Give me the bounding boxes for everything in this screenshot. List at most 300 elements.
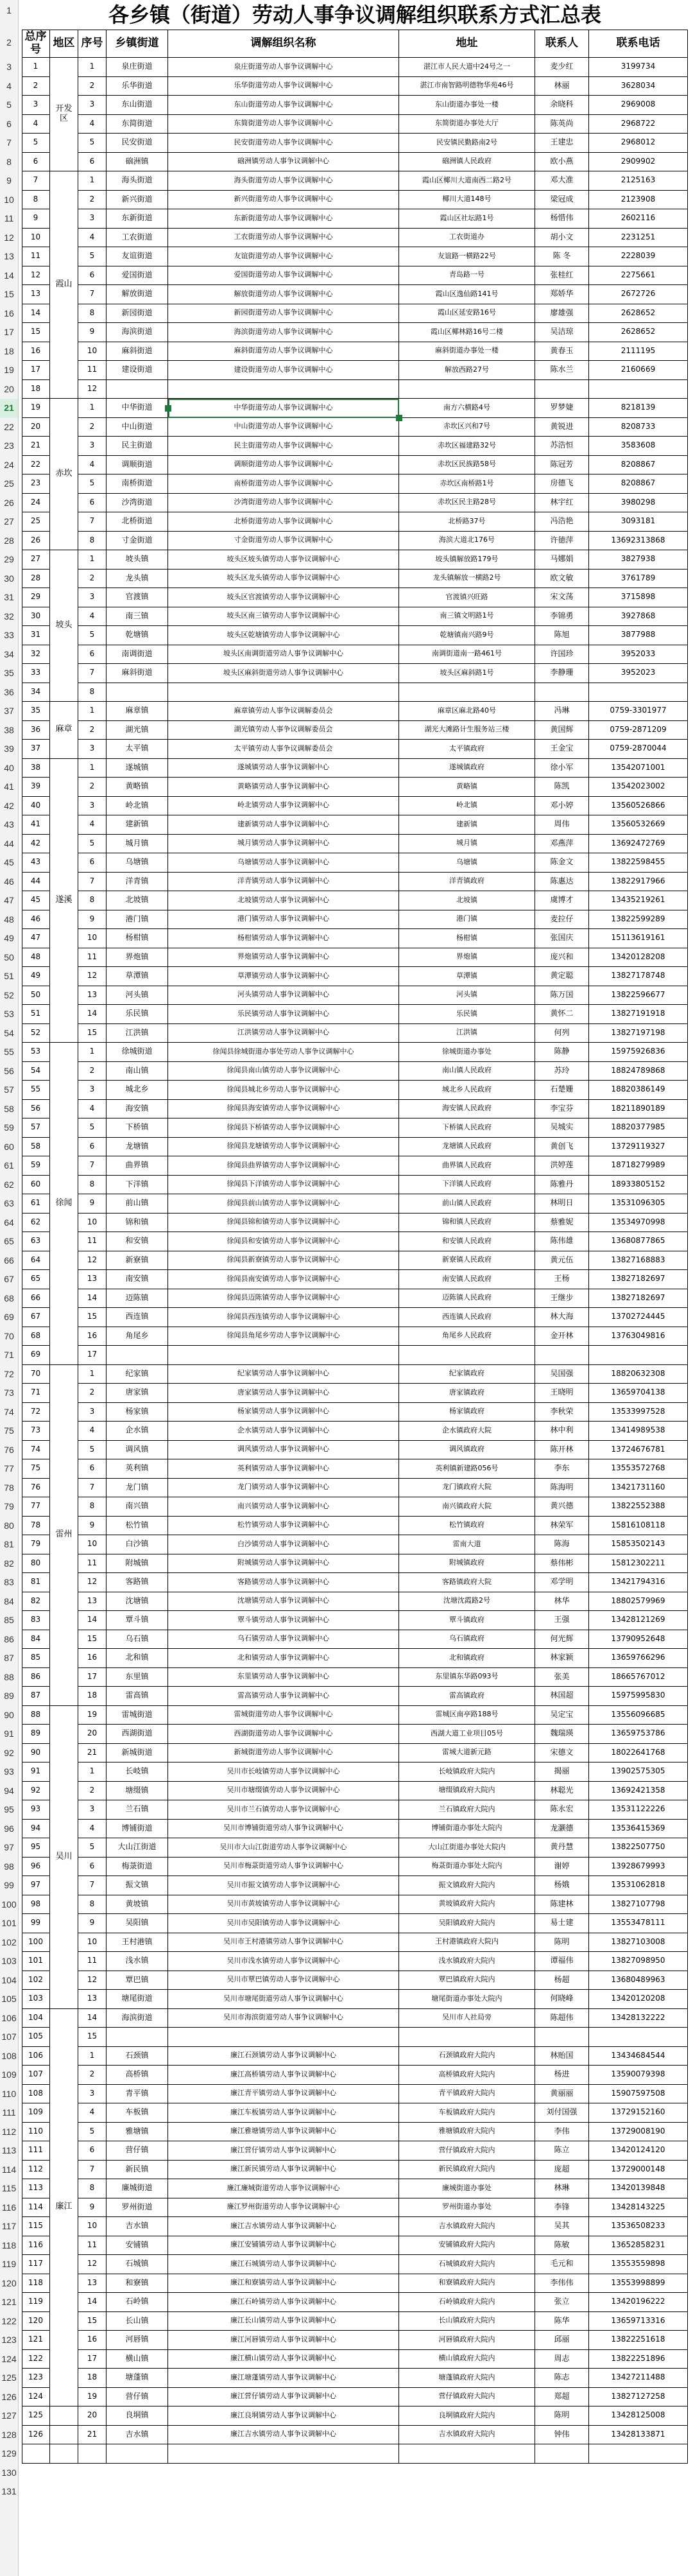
phone-cell[interactable]: 8218139: [589, 399, 688, 418]
table-cell[interactable]: 坡头区乾塘镇劳动人事争议调解中心: [168, 626, 399, 645]
table-cell[interactable]: 麻斜街道办事处一楼: [399, 342, 535, 361]
region-cell[interactable]: 赤坎: [50, 399, 78, 550]
table-cell[interactable]: 李伟伟: [535, 2274, 589, 2293]
region-cell[interactable]: 吴川: [50, 1706, 78, 2009]
table-cell[interactable]: 98: [22, 1895, 50, 1915]
phone-cell[interactable]: 3927868: [589, 607, 688, 627]
table-cell[interactable]: 林琳: [535, 2179, 589, 2198]
row-number[interactable]: 44: [4, 838, 14, 849]
table-cell[interactable]: 营仔镇政府大院内: [399, 2388, 535, 2407]
phone-cell[interactable]: 18665767012: [589, 1668, 688, 1687]
table-cell[interactable]: 东里镇东华路093号: [399, 1668, 535, 1687]
row-number[interactable]: 123: [1, 2335, 17, 2345]
table-cell[interactable]: 毛元和: [535, 2255, 589, 2274]
table-cell[interactable]: 徐闻县角尾乡劳动人事争议调解中心: [168, 1327, 399, 1346]
table-cell[interactable]: 20: [78, 1725, 107, 1744]
table-cell[interactable]: 李宝芬: [535, 1100, 589, 1119]
table-cell[interactable]: 纪家镇政府: [399, 1365, 535, 1384]
row-number[interactable]: 53: [4, 1009, 14, 1019]
table-cell[interactable]: 2: [78, 418, 107, 437]
table-cell[interactable]: 10: [22, 229, 50, 248]
table-cell[interactable]: 85: [22, 1649, 50, 1668]
table-cell[interactable]: 2: [78, 191, 107, 210]
table-cell[interactable]: 20: [78, 2406, 107, 2426]
table-cell[interactable]: 徐闻县南山镇劳动人事争议调解中心: [168, 1062, 399, 1081]
table-cell[interactable]: 民安镇民勤路南2号: [399, 134, 535, 153]
row-number[interactable]: 122: [1, 2315, 17, 2326]
table-cell[interactable]: [399, 1346, 535, 1365]
table-cell[interactable]: 官渡镇: [107, 588, 168, 607]
row-number[interactable]: 38: [4, 724, 14, 735]
row-number[interactable]: 51: [4, 971, 14, 981]
table-cell[interactable]: 黄创飞: [535, 1138, 589, 1157]
table-cell[interactable]: 唐家镇: [107, 1384, 168, 1403]
table-cell[interactable]: 4: [78, 607, 107, 627]
table-cell[interactable]: 罗州街道办事处: [399, 2198, 535, 2218]
table-cell[interactable]: 和安镇人民政府: [399, 1232, 535, 1251]
phone-cell[interactable]: 13827127258: [589, 2388, 688, 2407]
table-cell[interactable]: 和寮镇: [107, 2274, 168, 2293]
table-cell[interactable]: 龙灏德: [535, 1820, 589, 1839]
phone-cell[interactable]: 13420196222: [589, 2293, 688, 2312]
table-cell[interactable]: 8: [78, 683, 107, 702]
table-cell[interactable]: 12: [78, 1971, 107, 1990]
table-cell[interactable]: 陈立: [535, 2141, 589, 2161]
phone-cell[interactable]: 13822507750: [589, 1838, 688, 1858]
table-cell[interactable]: 爱国街道: [107, 266, 168, 286]
table-cell[interactable]: 胡小文: [535, 229, 589, 248]
table-cell[interactable]: 6: [78, 153, 107, 172]
table-cell[interactable]: 雷高镇: [107, 1687, 168, 1706]
table-cell[interactable]: 周伟: [535, 815, 589, 835]
table-cell[interactable]: [535, 683, 589, 702]
table-cell[interactable]: 27: [22, 550, 50, 570]
region-cell[interactable]: 廉江: [50, 2009, 78, 2407]
table-cell[interactable]: 海安镇人民政府: [399, 1100, 535, 1119]
phone-cell[interactable]: 13590079398: [589, 2066, 688, 2085]
phone-cell[interactable]: 13827168883: [589, 1251, 688, 1271]
table-cell[interactable]: 王继步: [535, 1289, 589, 1309]
table-cell[interactable]: 赤坎区民族路58号: [399, 456, 535, 475]
phone-cell[interactable]: 13822598455: [589, 853, 688, 873]
row-number[interactable]: 99: [4, 1880, 14, 1890]
phone-cell[interactable]: 0759-2870044: [589, 740, 688, 759]
table-cell[interactable]: 河唇镇: [107, 2331, 168, 2350]
phone-cell[interactable]: 13553559898: [589, 2255, 688, 2274]
table-cell[interactable]: 73: [22, 1422, 50, 1441]
table-cell[interactable]: 96: [22, 1858, 50, 1877]
table-cell[interactable]: 19: [78, 2388, 107, 2407]
table-cell[interactable]: 6: [22, 153, 50, 172]
row-number[interactable]: 94: [4, 1785, 14, 1796]
row-number[interactable]: 14: [4, 270, 14, 281]
row-number[interactable]: 37: [4, 706, 14, 716]
table-cell[interactable]: 2: [78, 1384, 107, 1403]
row-number[interactable]: 87: [4, 1653, 14, 1663]
table-cell[interactable]: 东简街道劳动人事争议调解中心: [168, 115, 399, 134]
row-number[interactable]: 131: [1, 2486, 17, 2496]
table-cell[interactable]: 21: [78, 1744, 107, 1763]
row-number[interactable]: 60: [4, 1141, 14, 1152]
row-number[interactable]: 41: [4, 781, 14, 792]
table-cell[interactable]: 工农街道: [107, 229, 168, 248]
table-cell[interactable]: 兰石镇政府大院内: [399, 1800, 535, 1820]
phone-cell[interactable]: 15975926836: [589, 1043, 688, 1062]
phone-cell[interactable]: 13420139848: [589, 2179, 688, 2198]
table-cell[interactable]: 北桥路37号: [399, 512, 535, 532]
table-cell[interactable]: 2: [78, 1782, 107, 1801]
phone-cell[interactable]: 13822599289: [589, 910, 688, 930]
table-cell[interactable]: 廉江河唇镇劳动人事争议调解中心: [168, 2331, 399, 2350]
phone-cell[interactable]: 2111195: [589, 342, 688, 361]
table-cell[interactable]: 南桥街道: [107, 474, 168, 494]
table-cell[interactable]: 梅菉街道办事处大院内: [399, 1858, 535, 1877]
table-cell[interactable]: 何晓峰: [535, 1990, 589, 2009]
table-cell[interactable]: 南兴镇政府大院: [399, 1497, 535, 1517]
table-cell[interactable]: 李锦勇: [535, 607, 589, 627]
table-cell[interactable]: 46: [22, 910, 50, 930]
table-cell[interactable]: 客路镇政府大院: [399, 1573, 535, 1592]
table-cell[interactable]: 岭北镇: [107, 797, 168, 816]
table-cell[interactable]: 9: [78, 1517, 107, 1536]
table-cell[interactable]: 西湖街道: [107, 1725, 168, 1744]
table-cell[interactable]: 前山镇人民政府: [399, 1194, 535, 1214]
table-cell[interactable]: 12: [78, 967, 107, 986]
phone-cell[interactable]: 13542071001: [589, 759, 688, 778]
table-cell[interactable]: 24: [22, 494, 50, 513]
table-cell[interactable]: 石城镇: [107, 2255, 168, 2274]
row-number[interactable]: 40: [4, 762, 14, 773]
table-cell[interactable]: 硇洲镇劳动人事争议调解中心: [168, 153, 399, 172]
row-number[interactable]: 119: [1, 2259, 17, 2269]
table-cell[interactable]: 4: [78, 1820, 107, 1839]
table-cell[interactable]: 东山街道办事处一楼: [399, 96, 535, 115]
phone-cell[interactable]: 3952033: [589, 645, 688, 665]
phone-cell[interactable]: 2969008: [589, 96, 688, 115]
table-cell[interactable]: 覃斗镇政府: [399, 1611, 535, 1630]
table-cell[interactable]: 陈万国: [535, 986, 589, 1005]
table-cell[interactable]: 湛江市人民大道中24号之一: [399, 58, 535, 77]
table-cell[interactable]: 曲界镇人民政府: [399, 1156, 535, 1176]
row-number[interactable]: 102: [1, 1936, 17, 1947]
table-cell[interactable]: 52: [22, 1024, 50, 1043]
table-cell[interactable]: 龙塘镇: [107, 1138, 168, 1157]
phone-cell[interactable]: 13827197198: [589, 1024, 688, 1043]
row-number[interactable]: 25: [4, 478, 14, 489]
column-header[interactable]: 乡镇街道: [107, 30, 168, 58]
table-cell[interactable]: 塘尾街道: [107, 1990, 168, 2009]
table-cell[interactable]: 101: [22, 1952, 50, 1971]
table-cell[interactable]: 寸金街道: [107, 532, 168, 551]
table-cell[interactable]: 5: [78, 835, 107, 854]
table-cell[interactable]: 徐闻县城北乡劳动人事争议调解中心: [168, 1081, 399, 1100]
table-cell[interactable]: 3: [78, 797, 107, 816]
table-cell[interactable]: 坡头区南调街道劳动人事争议调解中心: [168, 645, 399, 665]
table-cell[interactable]: 29: [22, 588, 50, 607]
row-number[interactable]: 9: [6, 175, 12, 186]
table-cell[interactable]: 126: [22, 2426, 50, 2445]
table-cell[interactable]: 石颈镇政府大院内: [399, 2047, 535, 2066]
table-cell[interactable]: 建设街道劳动人事争议调解中心: [168, 361, 399, 380]
phone-cell[interactable]: 13556096685: [589, 1706, 688, 1725]
table-cell[interactable]: 界炮镇劳动人事争议调解中心: [168, 948, 399, 968]
table-cell[interactable]: 调顺街道劳动人事争议调解中心: [168, 456, 399, 475]
table-cell[interactable]: 14: [78, 1005, 107, 1024]
phone-cell[interactable]: 13428125008: [589, 2406, 688, 2426]
table-cell[interactable]: 4: [78, 115, 107, 134]
table-cell[interactable]: 雷高镇劳动人事争议调解中心: [168, 1687, 399, 1706]
table-cell[interactable]: 城北乡: [107, 1081, 168, 1100]
row-number[interactable]: 20: [4, 383, 14, 394]
table-cell[interactable]: 7: [78, 1156, 107, 1176]
table-cell[interactable]: 南安镇人民政府: [399, 1270, 535, 1289]
table-cell[interactable]: 罗梦婕: [535, 399, 589, 418]
table-cell[interactable]: [107, 683, 168, 702]
table-cell[interactable]: 31: [22, 626, 50, 645]
table-cell[interactable]: 17: [22, 361, 50, 380]
table-cell[interactable]: 1: [78, 399, 107, 418]
phone-cell[interactable]: 13692421358: [589, 1782, 688, 1801]
row-number[interactable]: 55: [4, 1047, 14, 1057]
table-cell[interactable]: 附城镇政府: [399, 1554, 535, 1574]
table-cell[interactable]: 南三镇文明路1号: [399, 607, 535, 627]
phone-cell[interactable]: 13729152160: [589, 2103, 688, 2123]
table-cell[interactable]: 6: [78, 266, 107, 286]
phone-cell[interactable]: 2125163: [589, 171, 688, 191]
table-cell[interactable]: 安铺镇: [107, 2236, 168, 2256]
table-cell[interactable]: 28: [22, 570, 50, 589]
table-cell[interactable]: 张桂红: [535, 266, 589, 286]
row-number[interactable]: 129: [1, 2448, 17, 2459]
table-cell[interactable]: 东山街道劳动人事争议调解中心: [168, 96, 399, 115]
phone-cell[interactable]: 13560532669: [589, 815, 688, 835]
table-cell[interactable]: 44: [22, 873, 50, 892]
table-cell[interactable]: 良垌镇政府大院内: [399, 2406, 535, 2426]
phone-cell[interactable]: 3628034: [589, 77, 688, 96]
table-cell[interactable]: 河头镇: [399, 986, 535, 1005]
table-cell[interactable]: 林宇红: [535, 494, 589, 513]
phone-cell[interactable]: 2909902: [589, 153, 688, 172]
table-cell[interactable]: 陈建林: [535, 1895, 589, 1915]
table-cell[interactable]: 徐闻县龙塘镇劳动人事争议调解中心: [168, 1138, 399, 1157]
table-cell[interactable]: 沈塘沈霞路2号: [399, 1592, 535, 1612]
table-cell[interactable]: 邓燕萍: [535, 835, 589, 854]
row-number[interactable]: 13: [4, 251, 14, 261]
table-cell[interactable]: 56: [22, 1100, 50, 1119]
table-cell[interactable]: 4: [78, 1422, 107, 1441]
table-cell[interactable]: 121: [22, 2331, 50, 2350]
table-cell[interactable]: 李东: [535, 1459, 589, 1479]
table-cell[interactable]: 迈陈镇人民政府: [399, 1289, 535, 1309]
row-number[interactable]: 106: [1, 2012, 17, 2023]
table-cell[interactable]: 1: [78, 702, 107, 721]
table-cell[interactable]: 长山镇政府大院内: [399, 2312, 535, 2331]
table-cell[interactable]: 黄略镇劳动人事争议调解中心: [168, 778, 399, 797]
table-cell[interactable]: 海安镇: [107, 1100, 168, 1119]
table-cell[interactable]: 65: [22, 1270, 50, 1289]
table-cell[interactable]: 友谊街道: [107, 247, 168, 266]
table-cell[interactable]: 界炮镇: [107, 948, 168, 968]
table-cell[interactable]: 徐闻县海安镇劳动人事争议调解中心: [168, 1100, 399, 1119]
table-cell[interactable]: 5: [78, 2123, 107, 2142]
phone-cell[interactable]: 13702724445: [589, 1308, 688, 1327]
table-cell[interactable]: 城月镇: [107, 835, 168, 854]
phone-cell[interactable]: 3715898: [589, 588, 688, 607]
table-cell[interactable]: 港门镇劳动人事争议调解中心: [168, 910, 399, 930]
region-cell[interactable]: 开发区: [50, 58, 78, 171]
region-cell-empty[interactable]: [50, 2444, 78, 2464]
row-number[interactable]: 33: [4, 630, 14, 640]
table-cell[interactable]: 海滨街道: [107, 323, 168, 342]
phone-cell[interactable]: 15907597508: [589, 2085, 688, 2104]
table-cell[interactable]: 南调街道南一路461号: [399, 645, 535, 665]
table-cell[interactable]: 1: [78, 58, 107, 77]
phone-cell[interactable]: 13827103008: [589, 1933, 688, 1953]
table-cell[interactable]: 白沙镇: [107, 1535, 168, 1554]
selection-handle[interactable]: [396, 415, 402, 421]
phone-cell[interactable]: 13531122226: [589, 1800, 688, 1820]
table-cell[interactable]: 12: [78, 380, 107, 399]
table-cell[interactable]: 16: [78, 1327, 107, 1346]
table-cell[interactable]: 乐民镇劳动人事争议调解中心: [168, 1005, 399, 1024]
row-number[interactable]: 121: [1, 2297, 17, 2307]
row-number[interactable]: 75: [4, 1425, 14, 1436]
table-cell[interactable]: 11: [78, 361, 107, 380]
table-cell[interactable]: 87: [22, 1687, 50, 1706]
phone-cell[interactable]: 15812302211: [589, 1554, 688, 1574]
phone-cell[interactable]: 2228039: [589, 247, 688, 266]
table-cell[interactable]: 中山街道: [107, 418, 168, 437]
row-number[interactable]: 32: [4, 611, 14, 622]
phone-cell[interactable]: 2968722: [589, 115, 688, 134]
table-cell[interactable]: 118: [22, 2274, 50, 2293]
row-number[interactable]: 91: [4, 1728, 14, 1739]
table-cell[interactable]: 6: [78, 2141, 107, 2161]
table-cell[interactable]: 48: [22, 948, 50, 968]
table-cell[interactable]: 车板镇政府大院内: [399, 2103, 535, 2123]
table-cell[interactable]: 廉江吉水镇劳动人事争议调解中心: [168, 2426, 399, 2445]
table-cell[interactable]: 58: [22, 1138, 50, 1157]
row-number[interactable]: 48: [4, 914, 14, 925]
row-number[interactable]: 19: [4, 365, 14, 375]
table-cell[interactable]: 18: [78, 2369, 107, 2388]
table-cell[interactable]: 营仔镇: [107, 2141, 168, 2161]
row-number[interactable]: 43: [4, 819, 14, 830]
table-cell[interactable]: 新兴街道: [107, 191, 168, 210]
table-cell[interactable]: 西湖大道工业项目05号: [399, 1725, 535, 1744]
table-cell[interactable]: 附城镇: [107, 1554, 168, 1574]
table-cell[interactable]: 黄元伍: [535, 1251, 589, 1271]
row-number[interactable]: 10: [4, 194, 14, 205]
table-cell[interactable]: 松竹镇: [107, 1517, 168, 1536]
phone-cell[interactable]: 13827182697: [589, 1270, 688, 1289]
table-cell[interactable]: 青平镇: [107, 2085, 168, 2104]
row-number[interactable]: 104: [1, 1974, 17, 1985]
table-cell[interactable]: 19: [22, 399, 50, 418]
table-cell[interactable]: 2: [78, 77, 107, 96]
phone-cell[interactable]: 3093181: [589, 512, 688, 532]
table-cell[interactable]: 吉水镇: [107, 2426, 168, 2445]
phone-cell[interactable]: 18802579969: [589, 1592, 688, 1612]
table-cell[interactable]: 草潭镇: [107, 967, 168, 986]
table-cell[interactable]: 良垌镇: [107, 2406, 168, 2426]
table-cell[interactable]: 2: [78, 778, 107, 797]
phone-cell[interactable]: 13421731160: [589, 1479, 688, 1498]
table-cell[interactable]: 林华: [535, 1592, 589, 1612]
phone-cell[interactable]: 13427211488: [589, 2369, 688, 2388]
row-number[interactable]: 4: [6, 80, 12, 91]
row-number[interactable]: 105: [1, 1994, 17, 2004]
table-cell[interactable]: 64: [22, 1251, 50, 1271]
row-number[interactable]: 39: [4, 744, 14, 754]
row-number[interactable]: 85: [4, 1615, 14, 1625]
table-cell[interactable]: [535, 2444, 589, 2464]
table-cell[interactable]: 东里镇劳动人事争议调解中心: [168, 1668, 399, 1687]
table-cell[interactable]: 洋青镇政府: [399, 873, 535, 892]
row-number[interactable]: 97: [4, 1842, 14, 1852]
row-number[interactable]: 88: [4, 1671, 14, 1682]
row-number[interactable]: 125: [1, 2372, 17, 2383]
phone-cell[interactable]: 13542023002: [589, 778, 688, 797]
row-number[interactable]: 11: [4, 213, 14, 223]
table-cell[interactable]: 91: [22, 1762, 50, 1782]
table-cell[interactable]: 塘缀镇政府大院内: [399, 1782, 535, 1801]
table-cell[interactable]: 硇洲镇人民政府: [399, 153, 535, 172]
table-cell[interactable]: 工农街道办: [399, 229, 535, 248]
region-cell-empty[interactable]: [50, 2426, 78, 2445]
phone-cell[interactable]: 18824789868: [589, 1062, 688, 1081]
table-cell[interactable]: 廉江长山镇劳动人事争议调解中心: [168, 2312, 399, 2331]
table-cell[interactable]: 港门镇: [107, 910, 168, 930]
phone-cell[interactable]: 13553572768: [589, 1459, 688, 1479]
table-cell[interactable]: 116: [22, 2236, 50, 2256]
table-cell[interactable]: 石岭镇: [107, 2293, 168, 2312]
phone-cell[interactable]: 3583608: [589, 437, 688, 456]
table-cell[interactable]: 5: [78, 134, 107, 153]
phone-cell[interactable]: 18820632308: [589, 1365, 688, 1384]
table-cell[interactable]: 龙门镇: [107, 1479, 168, 1498]
table-cell[interactable]: 东简街道办事处大厅: [399, 115, 535, 134]
table-cell[interactable]: 遂城镇劳动人事争议调解中心: [168, 759, 399, 778]
table-cell[interactable]: [168, 683, 399, 702]
table-cell[interactable]: 89: [22, 1725, 50, 1744]
row-number[interactable]: 29: [4, 554, 14, 564]
table-cell[interactable]: 吴川市梅菉街道劳动人事争议调解中心: [168, 1858, 399, 1877]
table-cell[interactable]: 8: [78, 2179, 107, 2198]
table-cell[interactable]: 和寮镇政府大院内: [399, 2274, 535, 2293]
table-cell[interactable]: 蔡雅妮: [535, 1214, 589, 1233]
table-cell[interactable]: 南三镇: [107, 607, 168, 627]
table-cell[interactable]: 吴国强: [535, 1365, 589, 1384]
table-cell[interactable]: 16: [78, 1649, 107, 1668]
table-cell[interactable]: 王杨: [535, 1270, 589, 1289]
table-cell[interactable]: 太平镇: [107, 740, 168, 759]
table-cell[interactable]: 80: [22, 1554, 50, 1574]
table-cell[interactable]: 15: [78, 1308, 107, 1327]
table-cell[interactable]: 虞博才: [535, 891, 589, 910]
table-cell[interactable]: 106: [22, 2047, 50, 2066]
table-cell[interactable]: 高桥镇政府大院内: [399, 2066, 535, 2085]
table-cell[interactable]: 5: [78, 1838, 107, 1858]
table-cell[interactable]: 锦和镇: [107, 1214, 168, 1233]
table-cell[interactable]: 泉庄街道: [107, 58, 168, 77]
table-cell[interactable]: 易士建: [535, 1914, 589, 1933]
table-cell[interactable]: 78: [22, 1517, 50, 1536]
table-cell[interactable]: 11: [22, 247, 50, 266]
table-cell[interactable]: 南兴镇劳动人事争议调解中心: [168, 1497, 399, 1517]
table-cell[interactable]: 60: [22, 1176, 50, 1195]
row-number[interactable]: 78: [4, 1482, 14, 1493]
